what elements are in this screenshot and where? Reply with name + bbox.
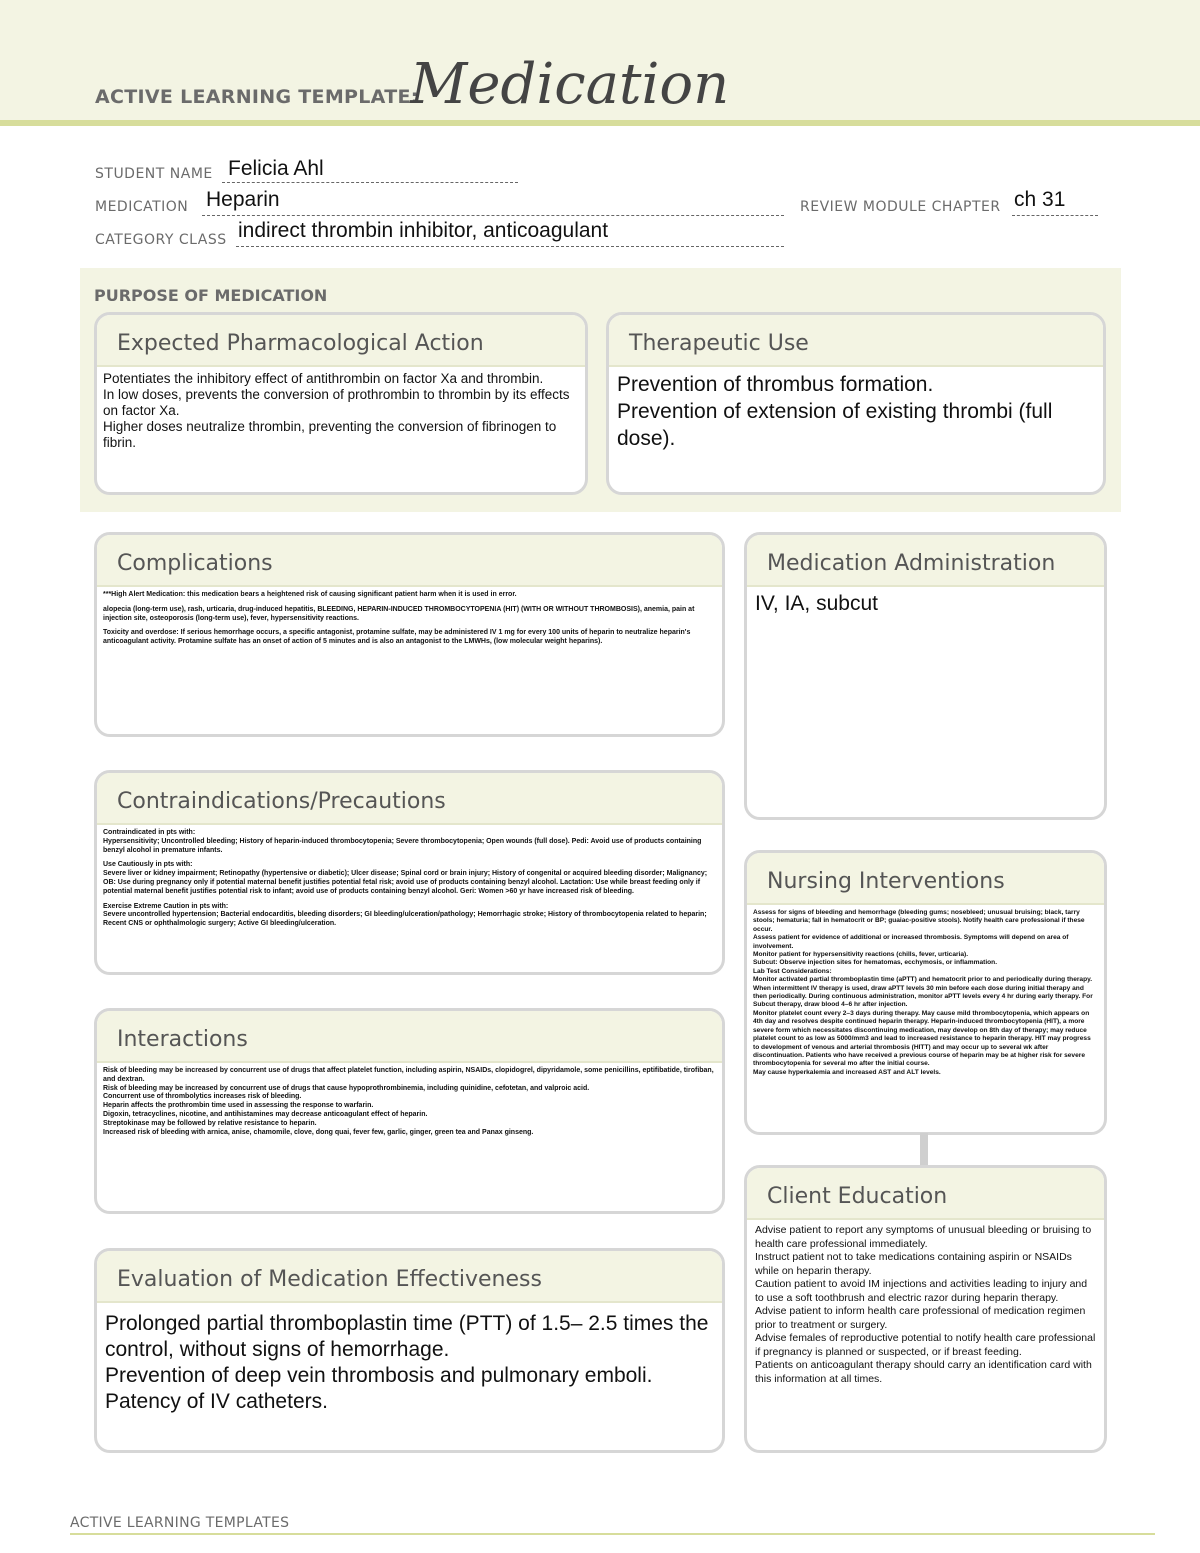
connector-bar [920, 1133, 928, 1167]
student-name-value[interactable]: Felicia Ahl [228, 157, 324, 180]
template-title: Medication [410, 52, 730, 117]
med-admin-title: Medication Administration [747, 535, 1104, 587]
contraindications-para-3[interactable]: Exercise Extreme Caution in pts with: Severe uncontrolled hypertension; Bacterial endocarditis, bleeding disorders; GI bleeding/ulceration/pathology; Hemorrhagic stroke; History of thrombocytopenia related to heparin; Recent CNS or ophthalmologic surgery; Active GI bleeding/ulceration. [103, 902, 707, 928]
interactions-text[interactable]: Risk of bleeding may be increased by concurrent use of drugs that affect platelet function, including aspirin, NSAIDs, clopidogrel, dipyridamole, some penicillins, eptifibatide, tirofiban, and dextran. Risk of bleeding may be increased by concurrent use of drugs that cause hypoprothrombinemia, including quinidine, cefotetan, and valproic acid. Concurrent use of thrombolytics increases risk of bleeding. Heparin affects the prothrombin time used in assessing the response to warfarin. Digoxin, tetracyclines, nicotine, and antihistamines may decrease anticoagulant effect of heparin. Streptokinase may be followed by relative resistance to heparin. Increased risk of bleeding with arnica, anise, chamomile, clove, dong quai, fever few, garlic, ginger, green tea and Panax ginseng. [103, 1067, 714, 1136]
med-admin-box [744, 532, 1107, 820]
therapeutic-use-title: Therapeutic Use [609, 315, 1103, 367]
client-education-text[interactable]: Advise patient to report any symptoms of unusual bleeding or bruising to health care professional immediately. Instruct patient not to take medications containing aspirin or NSAIDs while on heparin therapy. Caution patient to avoid IM injections and activities leading to injury and to use a soft toothbrush and electric razor during heparin therapy. Advise patient to inform health care professional of medication regimen prior to treatment or surgery. Advise females of reproductive potential to notify health care professional if pregnancy is planned or suspected, or if breast feeding. Patients on anticoagulant therapy should carry an identification card with this information at all times. [755, 1224, 1096, 1385]
evaluation-title: Evaluation of Medication Effectiveness [97, 1251, 722, 1303]
therapeutic-use-box [606, 312, 1106, 495]
medication-line [202, 215, 784, 216]
student-name-label: STUDENT NAME [95, 166, 213, 182]
med-admin-text[interactable]: IV, IA, subcut [755, 592, 878, 615]
review-module-value[interactable]: ch 31 [1014, 188, 1066, 211]
complications-box [94, 532, 725, 737]
expected-action-box [94, 312, 588, 495]
complications-para-2[interactable]: alopecia (long-term use), rash, urticaria, drug-induced hepatitis, BLEEDING, HEPARIN-INDUCED THROMBOCYTOPENIA (HIT) (WITH OR WITHOUT THROMBOSIS), anemia, pain at injection site, osteoporosis (long-term use), fever, hypersensitivity reactions. [103, 605, 695, 622]
category-class-line [236, 246, 784, 247]
review-module-label: REVIEW MODULE CHAPTER [800, 199, 1001, 215]
contraindications-para-2[interactable]: Use Cautiously in pts with: Severe liver or kidney impairment; Retinopathy (hypertensive or diabetic); Ulcer disease; Spinal cord or brain injury; History of congenital or acquired bleeding disorder; Malignancy; OB: Use during pregnancy only if potential maternal benefit justifies potential fetal risk; avoid use of products containing benzyl alcohol. Lactation: Use while breast feeding only if potential maternal benefit justifies potential risk to infant; avoid use of products containing benzyl alcohol. Geri: Women >60 yr have increased risk of bleeding. [103, 861, 708, 895]
client-education-box [744, 1165, 1107, 1453]
medication-label: MEDICATION [95, 199, 189, 215]
category-class-label: CATEGORY CLASS [95, 232, 227, 248]
nursing-interventions-title: Nursing Interventions [747, 853, 1104, 905]
footer-label: ACTIVE LEARNING TEMPLATES [70, 1515, 290, 1531]
category-class-value[interactable]: indirect thrombin inhibitor, anticoagulant [238, 219, 609, 242]
interactions-box [94, 1008, 725, 1214]
contraindications-title: Contraindications/Precautions [97, 773, 722, 825]
therapeutic-use-text[interactable]: Prevention of thrombus formation. Prevention of extension of existing thrombi (full dose). [617, 373, 1053, 450]
complications-title: Complications [97, 535, 722, 587]
contraindications-box [94, 770, 725, 975]
complications-para-1[interactable]: ***High Alert Medication: this medication bears a heightened risk of causing significant patient harm when it is used in error. [103, 591, 517, 598]
expected-action-text[interactable]: Potentiates the inhibitory effect of antithrombin on factor Xa and thrombin. In low doses, prevents the conversion of prothrombin to thrombin by its effects on factor Xa. Higher doses neutralize thrombin, preventing the conversion of fibrinogen to fibrin. [103, 371, 570, 450]
evaluation-text[interactable]: Prolonged partial thromboplastin time (PTT) of 1.5– 2.5 times the control, without signs of hemorrhage. Prevention of deep vein thrombosis and pulmonary emboli. Patency of IV catheters. [105, 1312, 709, 1413]
purpose-label: PURPOSE OF MEDICATION [94, 286, 328, 305]
evaluation-box [94, 1248, 725, 1453]
student-name-line [222, 182, 518, 183]
template-label: ACTIVE LEARNING TEMPLATE: [95, 86, 419, 108]
review-module-line [1012, 215, 1098, 216]
medication-value[interactable]: Heparin [206, 188, 280, 211]
nursing-interventions-box [744, 850, 1107, 1135]
footer-rule [70, 1533, 1155, 1535]
contraindications-para-1[interactable]: Contraindicated in pts with: Hypersensitivity; Uncontrolled bleeding; History of heparin-induced thrombocytopenia; Severe thrombocytopenia; Open wounds (full dose). Pedi: Avoid use of products containing benzyl alcohol in premature infants. [103, 829, 702, 854]
nursing-interventions-text[interactable]: Assess for signs of bleeding and hemorrhage (bleeding gums; nosebleed; unusual bruising; black, tarry stools; hematuria; fall in hematocrit or BP; guaiac-positive stools). Notify health care professional if these occur. Assess patient for evidence of additional or increased thrombosis. Symptoms will depend on area of involvement. Monitor patient for hypersensitivity reactions (chills, fever, urticaria). Subcut: Observe injection sites for hematomas, ecchymosis, or inflammation. Lab Test Considerations: Monitor activated partial thromboplastin time (aPTT) and hematocrit prior to and periodically during therapy. When intermittent IV therapy is used, draw aPTT levels 30 min before each dose during initial therapy and then periodically. During continuous administration, monitor aPTT levels every 4 hr during early therapy. For Subcut therapy, draw blood 4–6 hr after injection. Monitor platelet count every 2–3 days during therapy. May cause mild thrombocytopenia, which appears on 4th day and resolves despite continued heparin therapy. Heparin-induced thrombocytopenia (HIT), a more severe form which necessitates discontinuing medication, may develop on 8th day of therapy; may reduce platelet count to as low as 5000/mm3 and lead to increased resistance to heparin therapy. HIT may progress to development of venous and arterial thrombosis (HITT) and may occur up to several wk after discontinuation. Patients who have received a previous course of heparin may be at higher risk for severe thrombocytopenia for several mo after the initial course. May cause hyperkalemia and increased AST and ALT levels. [753, 909, 1093, 1076]
expected-action-title: Expected Pharmacological Action [97, 315, 585, 367]
complications-para-3[interactable]: Toxicity and overdose: If serious hemorrhage occurs, a specific antagonist, protamine sulfate, may be administered IV 1 mg for every 100 units of heparin to neutralize heparin's anticoagulant activity. Protamine sulfate has an onset of action of 5 minutes and is also an antagonist to the LMWHs, (low molecular weight heparins). [103, 629, 691, 646]
header-rule [0, 120, 1200, 126]
client-education-title: Client Education [747, 1168, 1104, 1220]
interactions-title: Interactions [97, 1011, 722, 1063]
